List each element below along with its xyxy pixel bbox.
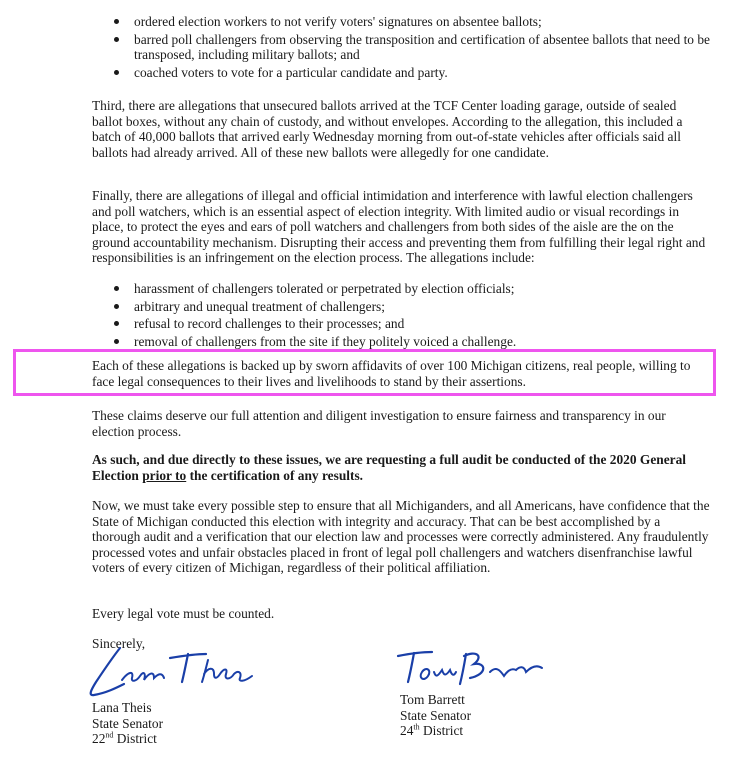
request-text-before: As such, and due directly to these issues, we are requesting a full audit be conducted of the 2020 General Election [92,452,687,483]
signature-lana-theis [82,640,267,702]
list-item: barred poll challengers from observing the transposition and certification of absentee ballots that need to be transposed, including military ballots; and [92,32,712,63]
signer-district: 22nd District [92,730,157,747]
signer-name: Lana Theis [92,700,152,715]
bullet-list-top [92,14,712,82]
signer-title: State Senator [92,715,164,731]
signer-block-lana-theis [92,700,163,747]
paragraph-every-vote: Every legal vote must be counted. [92,606,275,621]
paragraph-third: Third, there are allegations that unsecured ballots arrived at the TCF Center loading garage, outside of sealed ballot boxes, without any chain of custody, and without envelopes. According to the allegation, this included a batch of 40,000 ballots that arrived early Wednesday morning from out-of-state vehicles after officials said all ballots had already arrived. All of these new ballots were allegedly for one candidate. [92,98,683,160]
signer-district: 24th District [400,722,464,739]
paragraph-finally: Finally, there are allegations of illegal and official intimidation and interference with lawful election challengers and poll watchers, which is an essential aspect of election integrity. With limited audio or visual recordings in place, to protect the eyes and ears of poll watchers and challengers from both sides of the aisle are the on the ground accountability mechanism. Disrupting their access and preventing them from fulfilling their legal right and responsibilities is an infringement on the election process. The allegations include: [92,188,706,266]
list-item: ordered election workers to not verify voters' signatures on absentee ballots; [92,14,712,30]
list-item: coached voters to vote for a particular candidate and party. [92,65,712,81]
list-item: arbitrary and unequal treatment of challengers; [92,299,712,315]
signer-name: Tom Barrett [400,692,465,707]
signer-title: State Senator [400,707,472,723]
signer-block-tom-barrett [400,692,471,739]
request-text-after: the certification of any results. [186,467,364,483]
signature-tom-barrett [392,646,552,692]
closing-salutation: Sincerely, [92,636,146,651]
paragraph-now: Now, we must take every possible step to ensure that all Michiganders, and all Americans, have confidence that the State of Michigan conducted this election with integrity and accuracy. That can be best accomplished by a thorough audit and a verification that our election law and processes were correctly administered. Any fraudulently processed votes and unfair obstacles placed in front of legal poll challengers and watchers disenfranchise lawful voters of every citizen of Michigan, regardless of their political affiliation. [92,498,710,576]
paragraph-audit-request [92,452,710,483]
paragraph-highlighted: Each of these allegations is backed up by sworn affidavits of over 100 Michigan citizens, real people, willing to face legal consequences to their lives and livelihoods to stand by their assertions. [92,358,691,389]
bullet-list-allegations [92,281,712,351]
list-item: removal of challengers from the site if they politely voiced a challenge. [92,334,712,350]
list-item: harassment of challengers tolerated or perpetrated by election officials; [92,281,712,297]
paragraph-claims: These claims deserve our full attention and diligent investigation to ensure fairness and transparency in our election process. [92,408,666,439]
signature-label-1: Lana Theis [82,700,87,701]
signature-label-2: Tom Barrett [392,690,397,691]
list-item: refusal to record challenges to their processes; and [92,316,712,332]
request-text-underlined: prior to [142,467,187,483]
